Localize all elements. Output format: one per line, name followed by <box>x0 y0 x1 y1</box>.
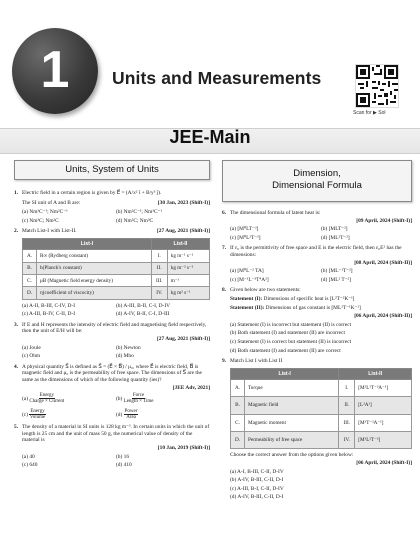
question-5 <box>14 424 210 469</box>
right-column <box>222 160 412 505</box>
table-cell: Torque <box>245 380 339 397</box>
table-cell: I. <box>339 380 355 397</box>
question-3 <box>14 322 210 360</box>
option-c: (c) Statement (I) is correct but statement (II) is incorrect <box>230 338 352 345</box>
question-1 <box>14 190 210 224</box>
question-8 <box>222 287 412 354</box>
exam-reference: [27 Aug, 2021 (Shift-I)] <box>156 336 210 343</box>
qr-code-icon[interactable] <box>355 64 399 108</box>
table-cell: η(coefficient of viscocity) <box>37 287 152 299</box>
table-header: List-II <box>151 238 209 249</box>
table-cell: [M¹T⁻²A⁻¹] <box>355 414 412 431</box>
question-number: 5. <box>14 424 19 431</box>
option-b: (b) Newton <box>116 344 141 351</box>
exam-reference: [30 Jan, 2023 (Shift-I)] <box>157 199 210 206</box>
table-cell: D. <box>23 287 37 299</box>
question-text: The dimensional formula of latent heat is: <box>230 210 321 216</box>
table-cell: I. <box>151 250 167 262</box>
exam-reference: [06 April, 2024 (Shift-I)] <box>356 460 412 466</box>
option-b: (b) [MLT⁻²] <box>321 226 348 233</box>
option-d: (d) $\frac{\text{Power}}{\text{Area}}$ <box>116 408 138 420</box>
option-d: (d) [ML²T⁻²] <box>321 234 350 241</box>
table-row <box>231 414 412 431</box>
table-cell: II. <box>339 397 355 414</box>
table-cell: [L²A¹] <box>355 397 412 414</box>
table-cell: D. <box>231 432 245 449</box>
question-number: 8. <box>222 287 227 294</box>
option-d: (d) Mho <box>116 353 134 360</box>
table-cell: μB (Magnetic field energy density) <box>37 275 152 287</box>
question-number: 1. <box>14 190 19 196</box>
table-cell: A. <box>23 250 37 262</box>
exam-reference: [27 Aug, 2021 (Shift-I)] <box>156 228 210 235</box>
table-cell: II. <box>151 262 167 274</box>
table-cell: B. <box>231 397 245 414</box>
option-c: (c) [M⁰L²T⁻²] <box>230 234 261 241</box>
option-c: (c) A-III, B-I, C-II, D-IV <box>230 485 284 492</box>
option-b: (b) Both statement (I) and statement (II) are incorrect <box>230 330 345 337</box>
table-header: List-II <box>339 368 412 379</box>
table-cell: Magnetic field <box>245 397 339 414</box>
table-cell: kg m² s⁻¹ <box>167 287 209 299</box>
question-text: Given below are two statements: <box>230 287 301 294</box>
table-cell: kg m⁻² s⁻² <box>167 262 209 274</box>
exam-reference: [JEE Adv, 2021] <box>172 384 210 391</box>
option-c: (c) 640 <box>22 462 38 469</box>
scan-for-solution-label[interactable]: Scan for ▶ Sol <box>353 110 386 116</box>
option-d: (d) A-IV, B-III, C-II, D-I <box>230 494 284 501</box>
section-heading-dimension <box>222 160 412 202</box>
question-7 <box>222 245 412 283</box>
question-text: If E and H represents the intensity of electric field and magnetising field respectively, then the unit of E/H will be: <box>22 321 207 335</box>
option-b: (b) [ML⁻¹T⁻²] <box>321 268 353 275</box>
table-cell: R∞ (Rydberg constant) <box>37 250 152 262</box>
table-row <box>23 287 210 299</box>
table-cell: Permeability of free space <box>245 432 339 449</box>
table-cell: C. <box>23 275 37 287</box>
exam-reference: [06 April, 2024 (Shift-II)] <box>354 313 412 320</box>
question-number: 2. <box>14 228 19 235</box>
table-cell: IV. <box>151 287 167 299</box>
option-a: (a) [M⁰L⁻² TA] <box>230 268 264 275</box>
option-a: (a) Statement (I) is incorrect but statement (II) is correct <box>230 321 352 328</box>
option-b: (b) $\frac{\text{Force}}{\text{Length × Time}}$ <box>116 393 154 405</box>
question-number: 3. <box>14 321 19 328</box>
chapter-title: Units and Measurements <box>112 68 322 88</box>
option-b: (b) Nm²C⁻¹; Nm³C⁻¹ <box>116 209 162 216</box>
question-4 <box>14 364 210 420</box>
option-d: (d) Nm²C; Nm³C <box>116 217 154 224</box>
option-d: (d) [ML² T⁻²] <box>321 276 351 283</box>
chapter-header <box>0 0 420 116</box>
chapter-number-badge <box>12 28 98 114</box>
option-c: (c) [M⁻¹L⁻³T⁴A²] <box>230 276 269 283</box>
match-table <box>230 368 412 450</box>
option-b: (b) A-III, B-II, C-I, D-IV <box>116 302 171 309</box>
question-9 <box>222 358 412 501</box>
question-number: 7. <box>222 245 227 252</box>
option-c: (c) $\frac{\text{Energy}}{\text{Volume}}$ <box>22 408 46 420</box>
table-row <box>231 432 412 449</box>
exam-reference: [10 Jan, 2019 (Shift-I)] <box>157 445 210 451</box>
question-text: If ε₀ is the permittivity of free space and E is the electric field, then ε₀E² has the dimensions: <box>230 245 402 258</box>
table-cell: IV. <box>339 432 355 449</box>
option-c: (c) A-III, B-IV, C-II, D-I <box>22 311 76 318</box>
option-a: (a) A-II, B-III, C-IV, D-I <box>22 302 76 309</box>
question-text: Match List I with List II <box>230 358 283 365</box>
table-cell: III. <box>339 414 355 431</box>
question-number: 9. <box>222 358 227 365</box>
chapter-number: 1 <box>40 41 70 100</box>
option-a: (a) Joule <box>22 344 41 351</box>
option-d: (d) 410 <box>116 462 132 469</box>
table-header: List-I <box>23 238 152 249</box>
question-text: The SI unit of A and B are: <box>22 199 81 206</box>
match-table <box>22 238 210 300</box>
table-header: List-I <box>231 368 339 379</box>
table-cell: C. <box>231 414 245 431</box>
table-cell: [M¹L¹T⁻³A⁻¹] <box>355 380 412 397</box>
table-row <box>23 262 210 274</box>
option-d: (d) Both statement (I) and statement (II) are correct <box>230 347 341 354</box>
option-d: (d) A-IV, B-II, C-I, D-III <box>116 311 170 318</box>
option-a: (a) $\frac{\text{Energy}}{\text{Charge × Current}}$ <box>22 393 65 405</box>
option-c: (c) Ohm <box>22 353 41 360</box>
section-heading-units: Units, System of Units <box>14 160 210 180</box>
question-number: 6. <box>222 210 227 216</box>
exam-reference: [09 April, 2024 (Shift-I)] <box>356 217 412 224</box>
option-a: (a) A-I, B-III, C-II, D-IV <box>230 468 284 475</box>
table-row <box>231 397 412 414</box>
section-heading-line: Dimensional Formula <box>272 180 362 191</box>
question-text: A physical quantity S⃗ is defined as S⃗ = (E⃗ × B⃗) / μ₀, where E⃗ is electric field, B⃗ is magnetic field and μ₀ is the permeability of free space. The dimensions of S⃗ are the same as the dimensions of which of the following quantity (ies)? <box>22 363 202 384</box>
question-text: Electric field in a certain region is given by E⃗ = (A/x² î + B/y³ ĵ). <box>22 190 162 196</box>
question-number: 4. <box>14 363 19 370</box>
table-cell: Magnetic moment <box>245 414 339 431</box>
option-b: (b) 16 <box>116 453 130 460</box>
exam-title: JEE-Main <box>169 127 251 147</box>
left-column <box>14 160 210 473</box>
table-cell: A. <box>231 380 245 397</box>
option-a: (a) [M⁰LT⁻²] <box>230 226 259 233</box>
table-cell: h(Planck's constant) <box>37 262 152 274</box>
instruction-text: Choose the correct answer from the options given below: <box>230 452 354 459</box>
question-6 <box>222 210 412 241</box>
table-cell: m⁻¹ <box>167 275 209 287</box>
statement-1: Statement (I): Dimensions of specific heat is [L²T⁻²K⁻¹] <box>230 295 355 302</box>
table-row <box>231 380 412 397</box>
question-text: The density of a material in SI units is 128 kg m⁻³. In certain units in which the unit of length is 25 cm and the unit of mass 50 g, the numerical value of density of the material is <box>22 424 210 444</box>
question-text: Match List-I with List-II. <box>22 228 77 235</box>
statement-2: Statement (II): Dimensions of gas constant is [ML²T⁻¹K⁻¹] <box>230 304 361 311</box>
table-row <box>23 275 210 287</box>
table-row <box>23 250 210 262</box>
exam-reference: [08 April, 2024 (Shift-II)] <box>354 259 412 266</box>
table-cell: B. <box>23 262 37 274</box>
option-b: (b) A-IV, B-III, C-II, D-I <box>230 477 284 484</box>
option-c: (c) Nm³C; Nm²C <box>22 217 59 224</box>
option-a: (a) 40 <box>22 453 35 460</box>
question-2 <box>14 228 210 318</box>
table-cell: kg m⁻¹ s⁻¹ <box>167 250 209 262</box>
section-heading-line: Dimension, <box>293 168 341 179</box>
table-cell: III. <box>151 275 167 287</box>
table-cell: [M¹L²T⁻²] <box>355 432 412 449</box>
option-a: (a) Nm³C⁻¹; Nm²C⁻¹ <box>22 209 68 216</box>
